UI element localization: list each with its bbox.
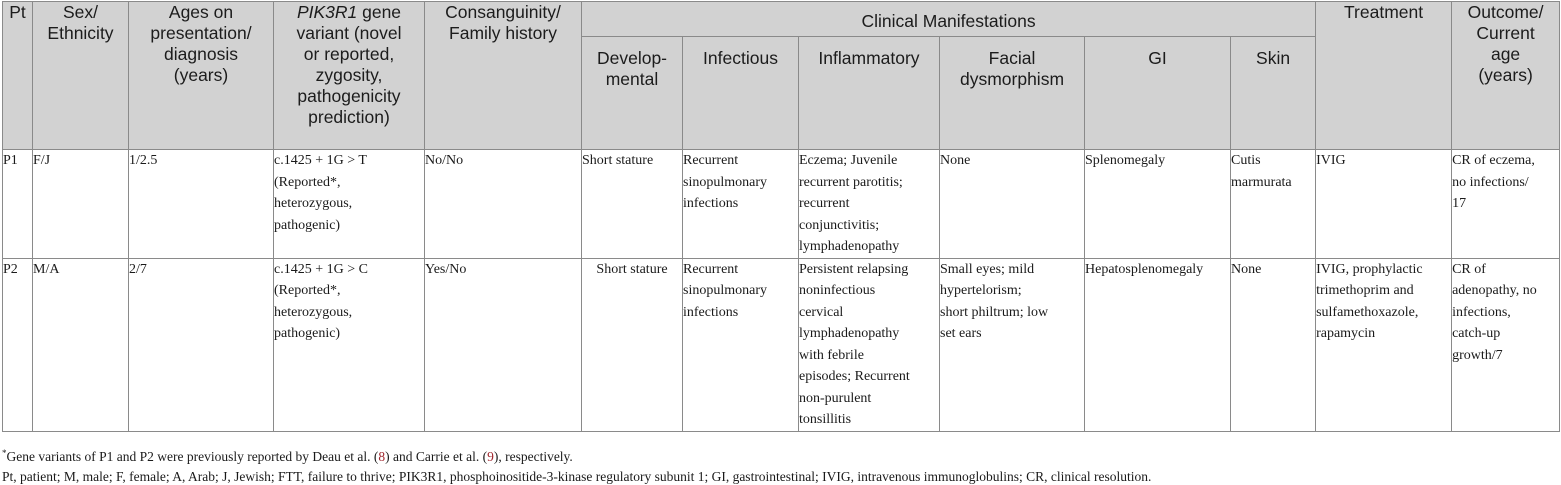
cell-sex: F/J xyxy=(33,150,129,259)
cell-infectious: Recurrent sinopulmonary infections xyxy=(683,258,799,431)
header-infectious: Infectious xyxy=(683,37,799,150)
header-pt: Pt xyxy=(3,2,33,150)
cell-facial: None xyxy=(940,150,1085,259)
cell-gene: c.1425 + 1G > T (Reported*, heterozygous, pathogenic) xyxy=(274,150,425,259)
reference-link-9[interactable]: 9 xyxy=(487,449,494,464)
header-outcome: Outcome/ Current age (years) xyxy=(1452,2,1560,150)
cell-gi: Splenomegaly xyxy=(1085,150,1231,259)
cell-gi: Hepatosplenomegaly xyxy=(1085,258,1231,431)
cell-pt: P2 xyxy=(3,258,33,431)
patient-table xyxy=(2,1,1560,432)
cell-pt: P1 xyxy=(3,150,33,259)
header-sex-ethnicity: Sex/ Ethnicity xyxy=(33,2,129,150)
header-consanguinity: Consanguinity/ Family history xyxy=(425,2,582,150)
header-facial-dysmorphism: Facial dysmorphism xyxy=(940,37,1085,150)
cell-infectious: Recurrent sinopulmonary infections xyxy=(683,150,799,259)
footnote-abbreviations: Pt, patient; M, male; F, female; A, Arab; J, Jewish; FTT, failure to thrive; PIK3R1, phosphoinositide-3-kinase regulatory subunit 1; GI, gastrointestinal; IVIG, intravenous immunoglobulins; CR, clinical resolution. xyxy=(2,469,1152,484)
footnote-gene-variants: *Gene variants of P1 and P2 were previously reported by Deau et al. (8) and Carrie et al. (9), respectively. xyxy=(2,448,573,464)
cell-ages: 1/2.5 xyxy=(129,150,274,259)
cell-developmental: Short stature xyxy=(582,258,683,431)
cell-ages: 2/7 xyxy=(129,258,274,431)
cell-inflammatory: Eczema; Juvenile recurrent parotitis; recurrent conjunctivitis; lymphadenopathy xyxy=(799,150,940,259)
cell-outcome: CR of eczema, no infections/ 17 xyxy=(1452,150,1560,259)
cell-skin: None xyxy=(1231,258,1316,431)
header-treatment: Treatment xyxy=(1316,2,1452,150)
cell-consanguinity: Yes/No xyxy=(425,258,582,431)
header-clinical-manifestations: Clinical Manifestations xyxy=(582,2,1316,37)
table-row xyxy=(3,150,1560,259)
cell-inflammatory: Persistent relapsing noninfectious cervical lymphadenopathy with febrile episodes; Recurrent non-purulent tonsillitis xyxy=(799,258,940,431)
cell-treatment: IVIG, prophylactic trimethoprim and sulfamethoxazole, rapamycin xyxy=(1316,258,1452,431)
header-skin: Skin xyxy=(1231,37,1316,150)
table-row xyxy=(3,258,1560,431)
header-inflammatory: Inflammatory xyxy=(799,37,940,150)
cell-consanguinity: No/No xyxy=(425,150,582,259)
header-gi: GI xyxy=(1085,37,1231,150)
header-gene-variant: PIK3R1 gene variant (novel or reported, zygosity, pathogenicity prediction) xyxy=(274,2,425,150)
cell-sex: M/A xyxy=(33,258,129,431)
cell-developmental: Short stature xyxy=(582,150,683,259)
cell-treatment: IVIG xyxy=(1316,150,1452,259)
header-ages: Ages on presentation/ diagnosis (years) xyxy=(129,2,274,150)
cell-gene: c.1425 + 1G > C (Reported*, heterozygous, pathogenic) xyxy=(274,258,425,431)
cell-facial: Small eyes; mild hypertelorism; short philtrum; low set ears xyxy=(940,258,1085,431)
cell-skin: Cutis marmurata xyxy=(1231,150,1316,259)
header-developmental: Develop- mental xyxy=(582,37,683,150)
reference-link-8[interactable]: 8 xyxy=(378,449,386,464)
cell-outcome: CR of adenopathy, no infections, catch-up growth/7 xyxy=(1452,258,1560,431)
